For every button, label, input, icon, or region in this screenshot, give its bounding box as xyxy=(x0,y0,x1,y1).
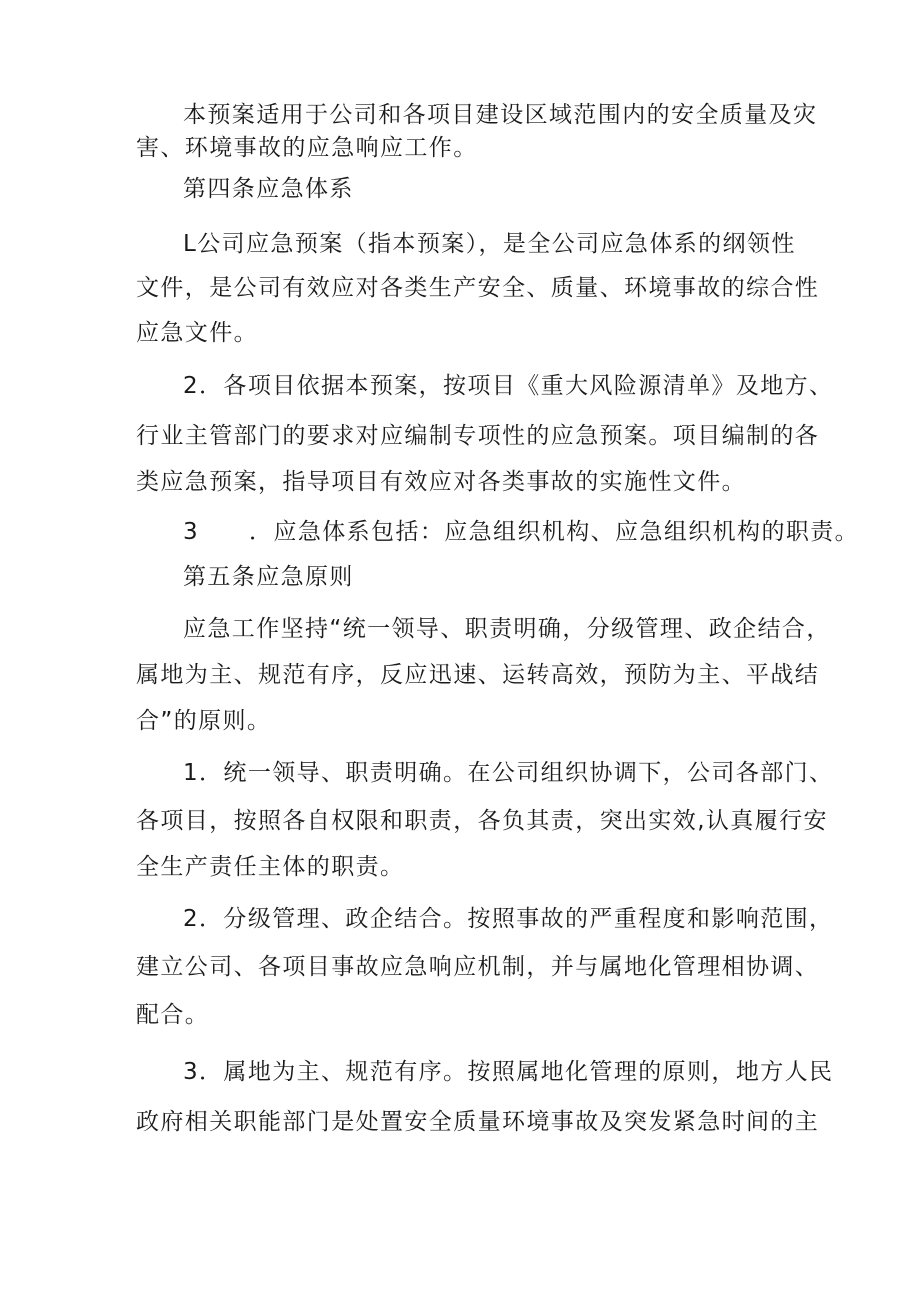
text-line: 2．各项目依据本预案，按项目《重大风险源清单》及地方、 xyxy=(183,373,834,399)
list-text: ．应急体系包括：应急组织机构、应急组织机构的职责。 xyxy=(249,519,860,545)
text-line xyxy=(183,517,859,547)
text-line: 害、环境事故的应急响应工作。 xyxy=(136,135,478,161)
section-heading: 第四条应急体系 xyxy=(183,176,354,202)
text-line: 合”的原则。 xyxy=(136,708,272,734)
text-line: 本预案适用于公司和各项目建设区域范围内的安全质量及灾 xyxy=(183,102,818,128)
text-line: 1．统一领导、职责明确。在公司组织协调下，公司各部门、 xyxy=(183,760,834,786)
text-line: 建立公司、各项目事故应急响应机制，并与属地化管理相协调、 xyxy=(136,954,820,980)
text-line: 行业主管部门的要求对应编制专项性的应急预案。项目编制的各 xyxy=(136,423,820,449)
list-number: 3 xyxy=(183,519,200,545)
text-line: 应急工作坚持“统一领导、职责明确，分级管理、政企结合， xyxy=(183,616,831,642)
text-line: 配合。 xyxy=(136,1002,210,1028)
text-line: 应急文件。 xyxy=(136,320,258,346)
text-line: 2．分级管理、政企结合。按照事故的严重程度和影响范围， xyxy=(183,906,834,932)
text-line: 政府相关职能部门是处置安全质量环境事故及突发紧急时间的主 xyxy=(136,1109,820,1135)
text-line: 属地为主、规范有序，反应迅速、运转高效，预防为主、平战结 xyxy=(136,662,820,688)
section-heading: 第五条应急原则 xyxy=(183,564,354,590)
text-line: L公司应急预案（指本预案），是全公司应急体系的纲领性 xyxy=(183,231,796,257)
text-line: 文件，是公司有效应对各类生产安全、质量、环境事故的综合性 xyxy=(136,275,820,301)
text-line: 全生产责任主体的职责。 xyxy=(136,854,405,880)
text-line: 各项目，按照各自权限和职责，各负其责，突出实效,认真履行安 xyxy=(136,808,828,834)
text-line: 3．属地为主、规范有序。按照属地化管理的原则，地方人民 xyxy=(183,1059,834,1085)
text-line: 类应急预案，指导项目有效应对各类事故的实施性文件。 xyxy=(136,469,746,495)
